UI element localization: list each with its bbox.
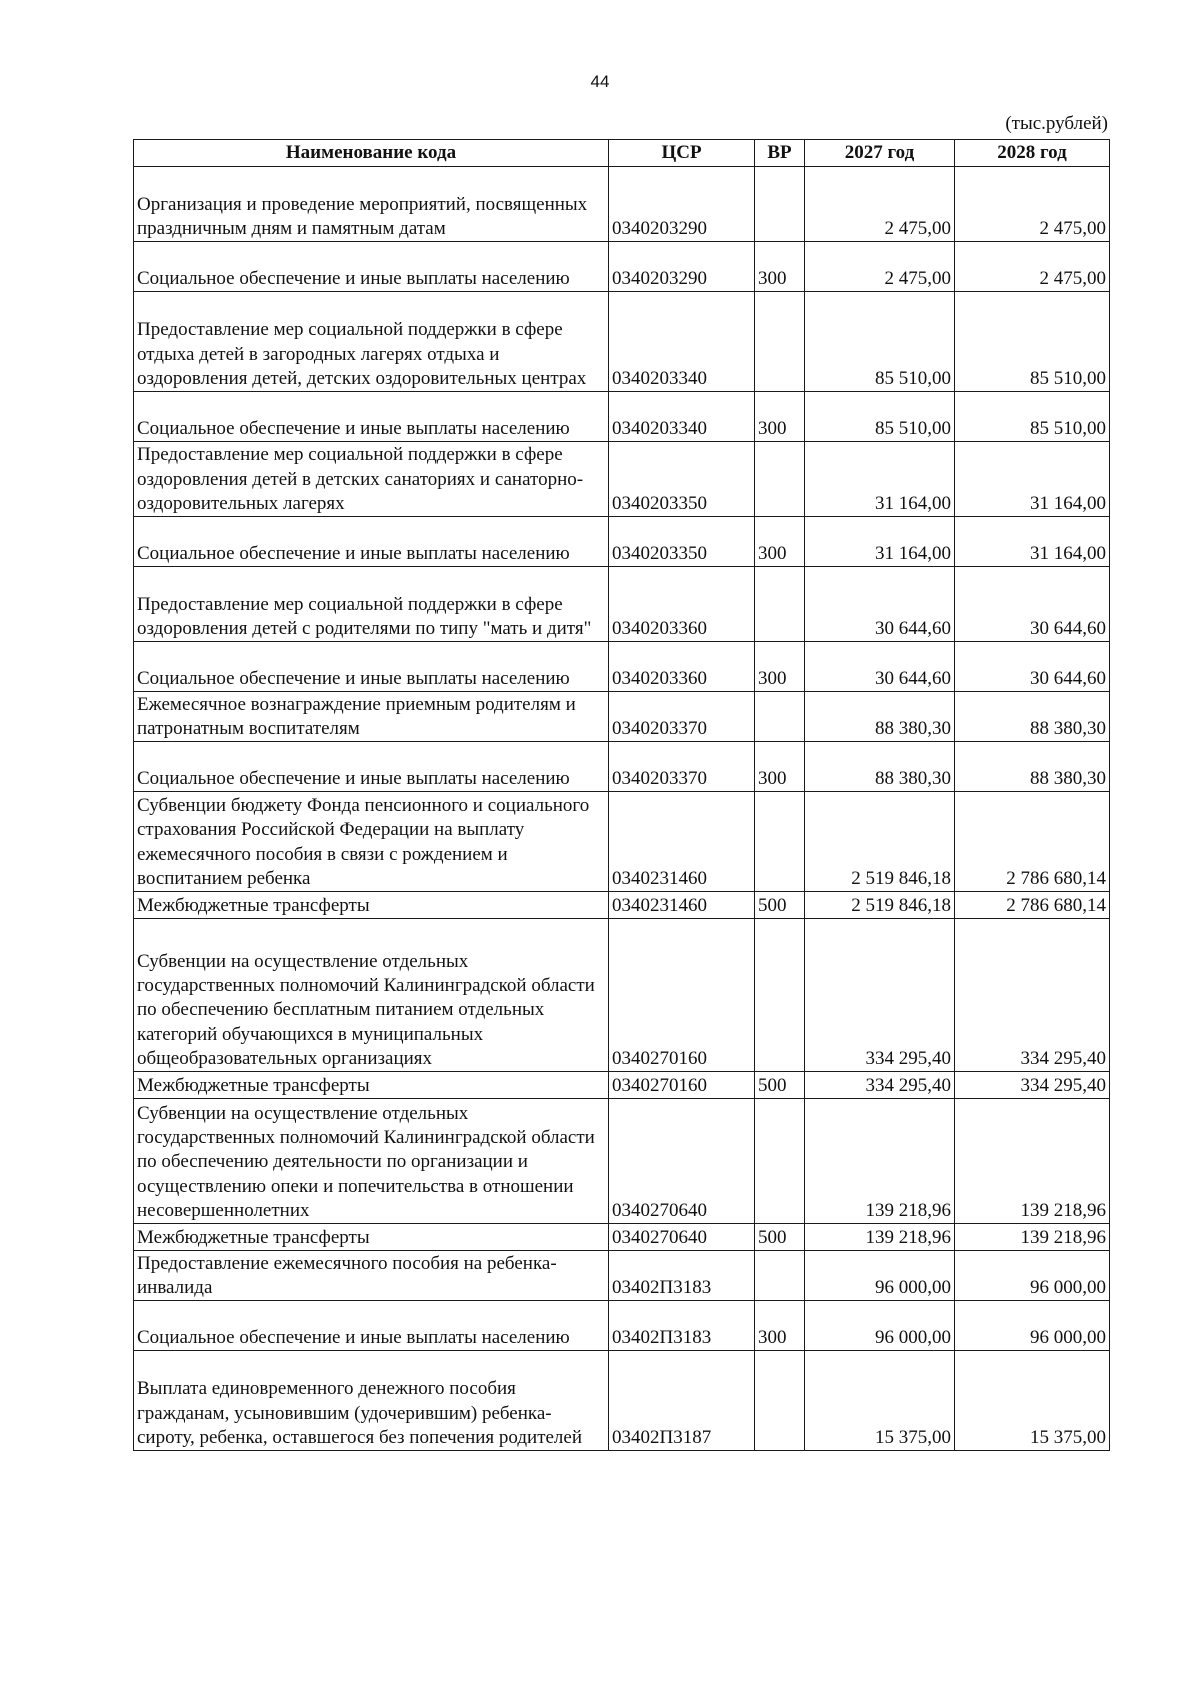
cell-csr: 0340203350 bbox=[609, 517, 755, 567]
cell-2027: 30 644,60 bbox=[805, 567, 955, 642]
table-header-row bbox=[134, 140, 1110, 167]
cell-name: Выплата единовременного денежного пособия гражданам, усыновившим (удочерившим) ребенка-сироту, ребенка, оставшегося без попечения родителей bbox=[134, 1351, 609, 1451]
cell-2028: 88 380,30 bbox=[955, 742, 1110, 792]
cell-name: Организация и проведение мероприятий, посвященных праздничным дням и памятным датам bbox=[134, 167, 609, 242]
cell-2027: 334 295,40 bbox=[805, 1072, 955, 1099]
cell-2027: 2 475,00 bbox=[805, 167, 955, 242]
cell-name: Предоставление мер социальной поддержки в сфере оздоровления детей с родителями по типу "мать и дитя" bbox=[134, 567, 609, 642]
cell-csr: 0340203290 bbox=[609, 167, 755, 242]
cell-2027: 85 510,00 bbox=[805, 292, 955, 392]
cell-vr bbox=[755, 692, 805, 742]
cell-2027: 31 164,00 bbox=[805, 442, 955, 517]
cell-2028: 2 786 680,14 bbox=[955, 792, 1110, 892]
cell-name: Субвенции на осуществление отдельных государственных полномочий Калининградской области по обеспечению деятельности по организации и осуществлению опеки и попечительства в отношении несовершеннолетних bbox=[134, 1099, 609, 1224]
cell-vr: 500 bbox=[755, 1224, 805, 1251]
cell-name: Социальное обеспечение и иные выплаты населению bbox=[134, 392, 609, 442]
cell-2028: 30 644,60 bbox=[955, 567, 1110, 642]
cell-vr: 300 bbox=[755, 242, 805, 292]
cell-csr: 0340203370 bbox=[609, 692, 755, 742]
cell-csr: 0340203340 bbox=[609, 292, 755, 392]
cell-2028: 2 475,00 bbox=[955, 242, 1110, 292]
cell-2027: 139 218,96 bbox=[805, 1224, 955, 1251]
table-row bbox=[134, 392, 1110, 442]
table-row bbox=[134, 517, 1110, 567]
cell-csr: 0340270640 bbox=[609, 1099, 755, 1224]
table-row bbox=[134, 792, 1110, 892]
cell-name: Предоставление ежемесячного пособия на ребенка-инвалида bbox=[134, 1251, 609, 1301]
cell-name: Субвенции бюджету Фонда пенсионного и социального страхования Российской Федерации на выплату ежемесячного пособия в связи с рождением и воспитанием ребенка bbox=[134, 792, 609, 892]
cell-2028: 334 295,40 bbox=[955, 919, 1110, 1072]
cell-2027: 96 000,00 bbox=[805, 1301, 955, 1351]
cell-2027: 139 218,96 bbox=[805, 1099, 955, 1224]
units-label: (тыс.рублей) bbox=[1005, 113, 1108, 134]
cell-csr: 03402П3183 bbox=[609, 1301, 755, 1351]
cell-2027: 31 164,00 bbox=[805, 517, 955, 567]
cell-csr: 03402П3183 bbox=[609, 1251, 755, 1301]
cell-2027: 30 644,60 bbox=[805, 642, 955, 692]
cell-name: Социальное обеспечение и иные выплаты населению bbox=[134, 242, 609, 292]
table-row bbox=[134, 167, 1110, 242]
cell-csr: 0340203290 bbox=[609, 242, 755, 292]
cell-vr: 300 bbox=[755, 642, 805, 692]
cell-2027: 2 519 846,18 bbox=[805, 892, 955, 919]
cell-vr bbox=[755, 1251, 805, 1301]
cell-2027: 15 375,00 bbox=[805, 1351, 955, 1451]
table-row bbox=[134, 892, 1110, 919]
cell-2028: 96 000,00 bbox=[955, 1301, 1110, 1351]
cell-csr: 03402П3187 bbox=[609, 1351, 755, 1451]
cell-vr bbox=[755, 167, 805, 242]
table-row bbox=[134, 1301, 1110, 1351]
cell-2028: 96 000,00 bbox=[955, 1251, 1110, 1301]
cell-name: Межбюджетные трансферты bbox=[134, 1072, 609, 1099]
cell-2028: 30 644,60 bbox=[955, 642, 1110, 692]
table-row bbox=[134, 292, 1110, 392]
cell-csr: 0340231460 bbox=[609, 792, 755, 892]
cell-2027: 88 380,30 bbox=[805, 742, 955, 792]
cell-name: Социальное обеспечение и иные выплаты населению bbox=[134, 1301, 609, 1351]
cell-name: Ежемесячное вознаграждение приемным родителям и патронатным воспитателям bbox=[134, 692, 609, 742]
table-row bbox=[134, 1251, 1110, 1301]
table-row bbox=[134, 692, 1110, 742]
cell-csr: 0340270160 bbox=[609, 919, 755, 1072]
cell-csr: 0340270160 bbox=[609, 1072, 755, 1099]
header-name: Наименование кода bbox=[134, 140, 609, 167]
cell-2028: 334 295,40 bbox=[955, 1072, 1110, 1099]
cell-name: Социальное обеспечение и иные выплаты населению bbox=[134, 642, 609, 692]
cell-vr: 300 bbox=[755, 1301, 805, 1351]
cell-2027: 88 380,30 bbox=[805, 692, 955, 742]
cell-vr bbox=[755, 792, 805, 892]
header-csr: ЦСР bbox=[609, 140, 755, 167]
cell-name: Межбюджетные трансферты bbox=[134, 1224, 609, 1251]
header-2027: 2027 год bbox=[805, 140, 955, 167]
page-number: 44 bbox=[590, 72, 610, 91]
table-row bbox=[134, 1099, 1110, 1224]
cell-vr bbox=[755, 567, 805, 642]
budget-table bbox=[133, 139, 1110, 1451]
cell-vr bbox=[755, 292, 805, 392]
cell-csr: 0340203360 bbox=[609, 567, 755, 642]
table-row bbox=[134, 567, 1110, 642]
cell-2028: 139 218,96 bbox=[955, 1099, 1110, 1224]
cell-2028: 139 218,96 bbox=[955, 1224, 1110, 1251]
cell-2028: 88 380,30 bbox=[955, 692, 1110, 742]
cell-name: Межбюджетные трансферты bbox=[134, 892, 609, 919]
header-2028: 2028 год bbox=[955, 140, 1110, 167]
table-row bbox=[134, 442, 1110, 517]
cell-csr: 0340231460 bbox=[609, 892, 755, 919]
cell-vr: 500 bbox=[755, 892, 805, 919]
cell-vr: 300 bbox=[755, 517, 805, 567]
cell-csr: 0340270640 bbox=[609, 1224, 755, 1251]
table-row bbox=[134, 642, 1110, 692]
table-row bbox=[134, 742, 1110, 792]
table-row bbox=[134, 919, 1110, 1072]
cell-2027: 334 295,40 bbox=[805, 919, 955, 1072]
cell-2027: 2 519 846,18 bbox=[805, 792, 955, 892]
cell-2028: 31 164,00 bbox=[955, 517, 1110, 567]
table-row bbox=[134, 1072, 1110, 1099]
cell-csr: 0340203340 bbox=[609, 392, 755, 442]
cell-2028: 31 164,00 bbox=[955, 442, 1110, 517]
cell-vr bbox=[755, 442, 805, 517]
cell-vr bbox=[755, 1099, 805, 1224]
cell-vr bbox=[755, 919, 805, 1072]
table-row bbox=[134, 242, 1110, 292]
cell-name: Социальное обеспечение и иные выплаты населению bbox=[134, 742, 609, 792]
cell-2028: 2 786 680,14 bbox=[955, 892, 1110, 919]
cell-name: Предоставление мер социальной поддержки в сфере отдыха детей в загородных лагерях отдыха и оздоровления детей, детских оздоровительных центрах bbox=[134, 292, 609, 392]
cell-csr: 0340203350 bbox=[609, 442, 755, 517]
cell-vr: 300 bbox=[755, 392, 805, 442]
cell-csr: 0340203360 bbox=[609, 642, 755, 692]
cell-2027: 85 510,00 bbox=[805, 392, 955, 442]
cell-2027: 96 000,00 bbox=[805, 1251, 955, 1301]
cell-name: Предоставление мер социальной поддержки в сфере оздоровления детей в детских санаториях и санаторно-оздоровительных лагерях bbox=[134, 442, 609, 517]
cell-2028: 15 375,00 bbox=[955, 1351, 1110, 1451]
header-vr: ВР bbox=[755, 140, 805, 167]
table-row bbox=[134, 1224, 1110, 1251]
cell-2028: 2 475,00 bbox=[955, 167, 1110, 242]
cell-2028: 85 510,00 bbox=[955, 392, 1110, 442]
cell-name: Социальное обеспечение и иные выплаты населению bbox=[134, 517, 609, 567]
cell-vr: 500 bbox=[755, 1072, 805, 1099]
cell-vr bbox=[755, 1351, 805, 1451]
cell-2027: 2 475,00 bbox=[805, 242, 955, 292]
cell-name: Субвенции на осуществление отдельных государственных полномочий Калининградской области по обеспечению бесплатным питанием отдельных категорий обучающихся в муниципальных общеобразовательных организациях bbox=[134, 919, 609, 1072]
cell-csr: 0340203370 bbox=[609, 742, 755, 792]
table-row bbox=[134, 1351, 1110, 1451]
cell-vr: 300 bbox=[755, 742, 805, 792]
cell-2028: 85 510,00 bbox=[955, 292, 1110, 392]
